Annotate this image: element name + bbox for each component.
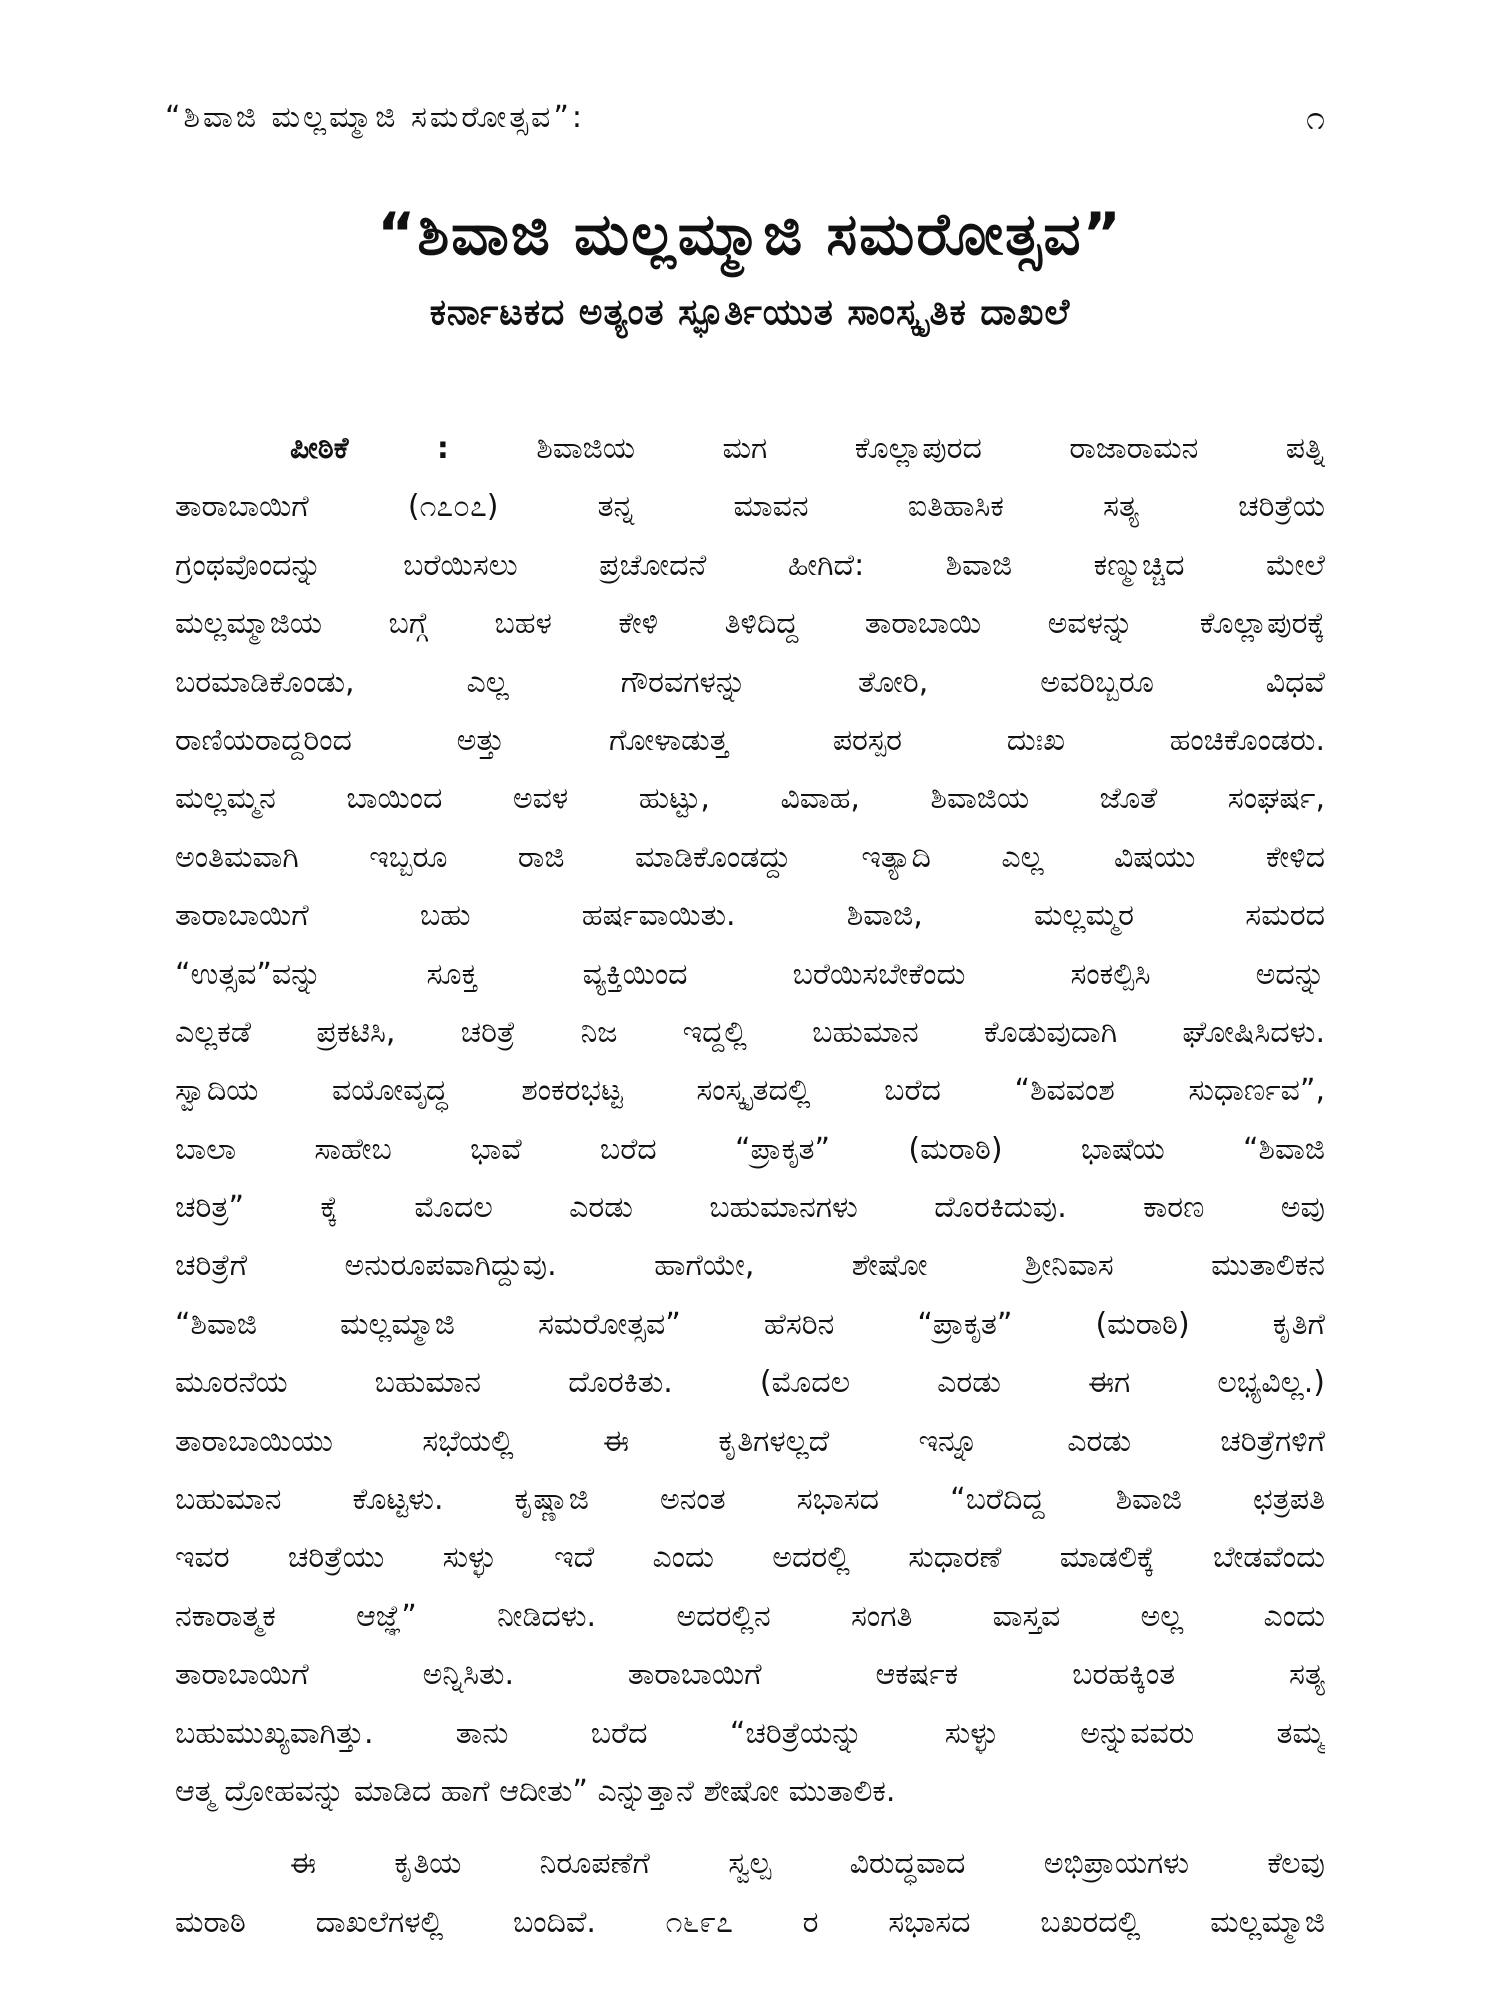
paragraph-2-line: ಈ ಕೃತಿಯ ನಿರೂಪಣೆಗೆ ಸ್ವಲ್ಪ ವಿರುದ್ಧವಾದ ಅಭಿಪ್ರಾಯಗಳು ಕೆಲವು (290, 1846, 1325, 1882)
paragraph-1-line: ಮೂರನೆಯ ಬಹುಮಾನ ದೊರಕಿತು. (ಮೊದಲ ಎರಡು ಈಗ ಲಭ್ಯವಿಲ್ಲ.) (175, 1365, 1325, 1401)
paragraph-1-line: ಬಹುಮಾನ ಕೊಟ್ಟಳು. ಕೃಷ್ಣಾಜಿ ಅನಂತ ಸಭಾಸದ “ಬರೆದಿದ್ದ ಶಿವಾಜಿ ಛತ್ರಪತಿ (175, 1482, 1325, 1518)
paragraph-1-line: “ಉತ್ಸವ”ವನ್ನು ಸೂಕ್ತ ವ್ಯಕ್ತಿಯಿಂದ ಬರೆಯಿಸಬೇಕೆಂದು ಸಂಕಲ್ಪಿಸಿ ಅದನ್ನು (175, 956, 1325, 992)
paragraph-gap (175, 1821, 1325, 1835)
paragraph-1-line: ಬಾಲಾ ಸಾಹೇಬ ಭಾವೆ ಬರೆದ “ಪ್ರಾಕೃತ” (ಮರಾಠಿ) ಭಾಷೆಯ “ಶಿವಾಜಿ (175, 1131, 1325, 1167)
paragraph-1-line: ಗ್ರಂಥವೊಂದನ್ನು ಬರೆಯಿಸಲು ಪ್ರಚೋದನೆ ಹೀಗಿದೆ: ಶಿವಾಜಿ ಕಣ್ಮುಚ್ಚಿದ ಮೇಲೆ (175, 547, 1325, 583)
paragraph-1-line: ಇವರ ಚರಿತ್ರೆಯು ಸುಳ್ಳು ಇದೆ ಎಂದು ಅದರಲ್ಲಿ ಸುಧಾರಣೆ ಮಾಡಲಿಕ್ಕೆ ಬೇಡವೆಂದು (175, 1540, 1325, 1576)
paragraph-1-line: ರಾಣಿಯರಾದ್ದರಿಂದ ಅತ್ತು ಗೋಳಾಡುತ್ತ ಪರಸ್ಪರ ದುಃಖ ಹಂಚಿಕೊಂಡರು. (175, 722, 1325, 758)
paragraph-1-line: ಚರಿತ್ರೆಗೆ ಅನುರೂಪವಾಗಿದ್ದುವು. ಹಾಗೆಯೇ, ಶೇಷೋ ಶ್ರೀನಿವಾಸ ಮುತಾಲಿಕನ (175, 1248, 1325, 1284)
body-text (175, 420, 1325, 1952)
paragraph-1-line: ಮಲ್ಲಮ್ಮಾಜಿಯ ಬಗ್ಗೆ ಬಹಳ ಕೇಳಿ ತಿಳಿದಿದ್ದ ತಾರಾಬಾಯಿ ಅವಳನ್ನು ಕೊಲ್ಲಾಪುರಕ್ಕೆ (175, 606, 1325, 642)
paragraph-1-line: “ಶಿವಾಜಿ ಮಲ್ಲಮ್ಮಾಜಿ ಸಮರೋತ್ಸವ” ಹೆಸರಿನ “ಪ್ರಾಕೃತ” (ಮರಾಠಿ) ಕೃತಿಗೆ (175, 1306, 1325, 1342)
paragraph-1-line: ಆತ್ಮ ದ್ರೋಹವನ್ನು ಮಾಡಿದ ಹಾಗೆ ಆದೀತು” ಎನ್ನುತ್ತಾನೆ ಶೇಷೋ ಮುತಾಲಿಕ. (175, 1773, 896, 1809)
paragraph-1-line: ಚರಿತ್ರ” ಕ್ಕೆ ಮೊದಲ ಎರಡು ಬಹುಮಾನಗಳು ದೊರಕಿದುವು. ಕಾರಣ ಅವು (175, 1190, 1325, 1226)
paragraph-1-line: ತಾರಾಬಾಯಿಯು ಸಭೆಯಲ್ಲಿ ಈ ಕೃತಿಗಳಲ್ಲದೆ ಇನ್ನೂ ಎರಡು ಚರಿತ್ರೆಗಳಿಗೆ (175, 1423, 1325, 1459)
paragraph-1-line-1 (175, 420, 1325, 478)
page-subtitle: ಕರ್ನಾಟಕದ ಅತ್ಯಂತ ಸ್ಫೂರ್ತಿಯುತ ಸಾಂಸ್ಕೃತಿಕ ದಾಖಲೆ (429, 292, 1071, 333)
paragraph-1-line: ತಾರಾಬಾಯಿಗೆ (೧೭೦೭) ತನ್ನ ಮಾವನ ಐತಿಹಾಸಿಕ ಸತ್ಯ ಚರಿತ್ರೆಯ (175, 489, 1325, 525)
paragraph-1-line: ಎಲ್ಲಕಡೆ ಪ್ರಕಟಿಸಿ, ಚರಿತ್ರೆ ನಿಜ ಇದ್ದಲ್ಲಿ ಬಹುಮಾನ ಕೊಡುವುದಾಗಿ ಘೋಷಿಸಿದಳು. (175, 1014, 1325, 1050)
paragraph-1-line: ನಕಾರಾತ್ಮಕ ಆಜ್ಞೆ” ನೀಡಿದಳು. ಅದರಲ್ಲಿನ ಸಂಗತಿ ವಾಸ್ತವ ಅಲ್ಲ ಎಂದು (175, 1598, 1325, 1634)
paragraph-1-line: ಬರಮಾಡಿಕೊಂಡು, ಎಲ್ಲ ಗೌರವಗಳನ್ನು ತೋರಿ, ಅವರಿಬ್ಬರೂ ವಿಧವೆ (175, 664, 1325, 700)
running-header: “ಶಿವಾಜಿ ಮಲ್ಲಮ್ಮಾಜಿ ಸಮರೋತ್ಸವ”: (165, 100, 585, 135)
page-number: ೧ (1305, 98, 1325, 138)
paragraph-1-line: ಸ್ವಾದಿಯ ವಯೋವೃದ್ಧ ಶಂಕರಭಟ್ಟ ಸಂಸ್ಕೃತದಲ್ಲಿ ಬರೆದ “ಶಿವವಂಶ ಸುಧಾರ್ಣವ”, (175, 1073, 1325, 1109)
paragraph-2-line: ಮರಾಠಿ ದಾಖಲೆಗಳಲ್ಲಿ ಬಂದಿವೆ. ೧೬೯೭ ರ ಸಭಾಸದ ಬಖರದಲ್ಲಿ ಮಲ್ಲಮ್ಮಾಜಿ (175, 1904, 1325, 1940)
paragraph-1-line: ಬಹುಮುಖ್ಯವಾಗಿತ್ತು. ತಾನು ಬರೆದ “ಚರಿತ್ರೆಯನ್ನು ಸುಳ್ಳು ಅನ್ನುವವರು ತಮ್ಮ (175, 1715, 1325, 1751)
page-title: “ಶಿವಾಜಿ ಮಲ್ಲಮ್ಮಾಜಿ ಸಮರೋತ್ಸವ” (377, 200, 1123, 268)
paragraph-1-line: ತಾರಾಬಾಯಿಗೆ ಬಹು ಹರ್ಷವಾಯಿತು. ಶಿವಾಜಿ, ಮಲ್ಲಮ್ಮರ ಸಮರದ (175, 898, 1325, 934)
paragraph-1-line: ತಾರಾಬಾಯಿಗೆ ಅನ್ನಿಸಿತು. ತಾರಾಬಾಯಿಗೆ ಆಕರ್ಷಕ ಬರಹಕ್ಕಿಂತ ಸತ್ಯ (175, 1657, 1325, 1693)
paragraph-1-line-1-text: ಶಿವಾಜಿಯ ಮಗ ಕೊಲ್ಲಾಪುರದ ರಾಜಾರಾಮನ ಪತ್ನಿ (536, 431, 1325, 466)
paragraph-1-line: ಅಂತಿಮವಾಗಿ ಇಬ್ಬರೂ ರಾಜಿ ಮಾಡಿಕೊಂಡದ್ದು ಇತ್ಯಾದಿ ಎಲ್ಲ ವಿಷಯು ಕೇಳಿದ (175, 839, 1325, 875)
paragraph-1-line: ಮಲ್ಲಮ್ಮನ ಬಾಯಿಂದ ಅವಳ ಹುಟ್ಟು, ವಿವಾಹ, ಶಿವಾಜಿಯ ಜೊತೆ ಸಂಘರ್ಷ, (175, 781, 1325, 817)
preface-label: ಪೀಠಿಕೆ : (290, 431, 449, 466)
